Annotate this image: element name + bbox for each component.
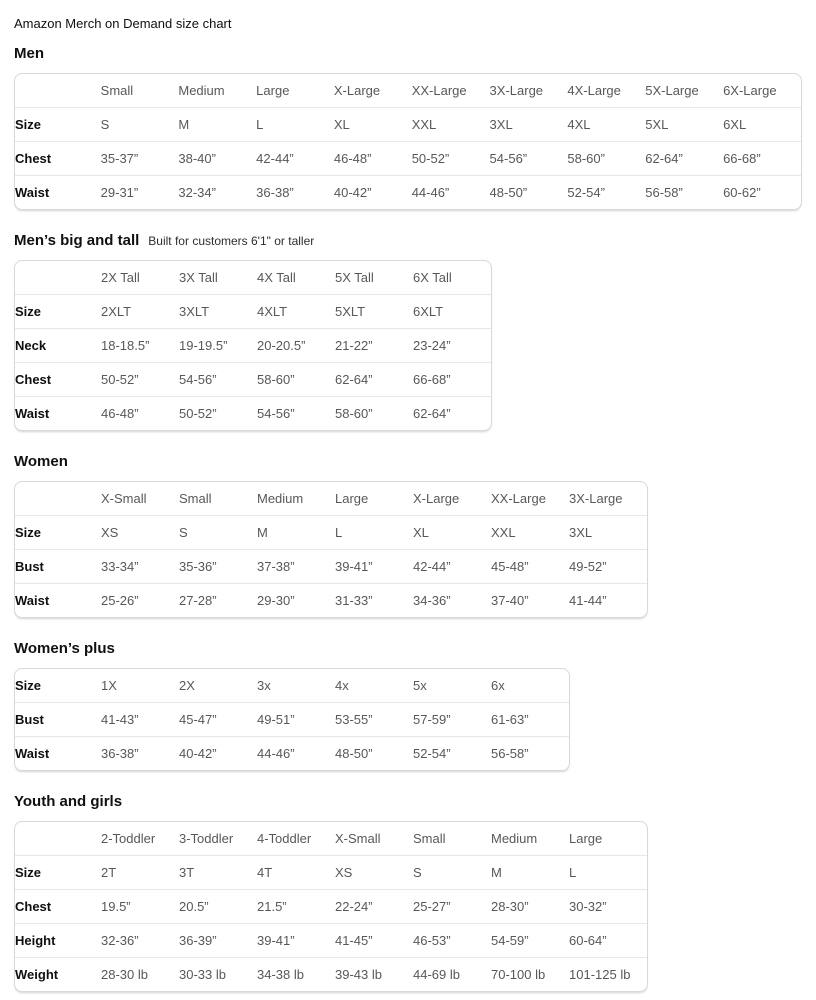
size-cell: 6XL <box>723 107 801 141</box>
size-cell: 19-19.5” <box>179 328 257 362</box>
size-cell: 3XL <box>569 515 647 549</box>
column-header: 6X-Large <box>723 83 777 98</box>
table-row <box>15 396 491 430</box>
table-row <box>15 515 647 549</box>
row-label: Waist <box>15 736 101 770</box>
size-cell: 35-37” <box>101 141 179 175</box>
column-header: X-Small <box>335 831 381 846</box>
size-cell: 49-51” <box>257 702 335 736</box>
size-cell: XXL <box>412 107 490 141</box>
size-cell: 62-64” <box>645 141 723 175</box>
column-header: Small <box>179 491 212 506</box>
column-header: Small <box>413 831 446 846</box>
size-cell: 36-38” <box>256 175 334 209</box>
size-cell: XS <box>335 855 413 889</box>
size-cell: 37-38” <box>257 549 335 583</box>
row-label: Chest <box>15 889 101 923</box>
size-table-womens-plus <box>14 668 570 771</box>
size-cell: 40-42” <box>179 736 257 770</box>
size-cell: 18-18.5” <box>101 328 179 362</box>
column-header: 4X Tall <box>257 270 296 285</box>
size-cell: 23-24” <box>413 328 491 362</box>
size-cell: 4x <box>335 678 349 693</box>
size-cell: 52-54” <box>413 736 491 770</box>
column-header: 6X Tall <box>413 270 452 285</box>
size-cell: 53-55” <box>335 702 413 736</box>
section-men <box>14 45 802 210</box>
section-women <box>14 453 802 618</box>
size-cell: 40-42” <box>334 175 412 209</box>
table-header-row <box>15 822 647 855</box>
column-header: Medium <box>257 491 304 506</box>
size-cell: 2XLT <box>101 294 179 328</box>
table-row <box>15 175 801 209</box>
size-cell: 61-63” <box>491 702 569 736</box>
column-header: XX-Large <box>491 491 546 506</box>
table-row <box>15 889 647 923</box>
size-cell: 29-31” <box>101 175 179 209</box>
size-cell: 28-30 lb <box>101 957 179 991</box>
table-row <box>15 362 491 396</box>
row-label: Neck <box>15 328 101 362</box>
section-womens-plus <box>14 640 802 771</box>
section-heading-women: Women <box>14 453 68 470</box>
size-cell: 5x <box>413 678 427 693</box>
column-header: XX-Large <box>411 83 467 98</box>
size-cell: 34-36” <box>413 583 491 617</box>
size-cell: 2T <box>101 855 179 889</box>
size-cell: 50-52” <box>179 396 257 430</box>
size-cell: 46-48” <box>334 141 412 175</box>
table-header-row <box>15 482 647 515</box>
column-header: 4X-Large <box>567 83 621 98</box>
size-cell: 30-33 lb <box>179 957 257 991</box>
size-cell: 35-36” <box>179 549 257 583</box>
row-label: Bust <box>15 549 101 583</box>
section-heading-row <box>14 640 802 658</box>
size-cell: 30-32” <box>569 889 647 923</box>
size-cell: S <box>413 855 491 889</box>
size-cell: 22-24” <box>335 889 413 923</box>
size-cell: 50-52” <box>412 141 490 175</box>
corner-cell <box>15 822 101 855</box>
size-cell: L <box>335 515 413 549</box>
table-row <box>15 583 647 617</box>
section-heading-mens-big-and-tall: Men’s big and tall <box>14 232 140 249</box>
size-cell: 1X <box>101 678 117 693</box>
column-header: Medium <box>178 83 225 98</box>
size-cell: 28-30” <box>491 889 569 923</box>
size-cell: 25-27” <box>413 889 491 923</box>
size-cell: 3T <box>179 855 257 889</box>
table-header-row <box>15 74 801 107</box>
section-heading-row <box>14 453 802 471</box>
size-cell: 36-38” <box>101 736 179 770</box>
row-label: Height <box>15 923 101 957</box>
row-label: Size <box>15 855 101 889</box>
size-cell: 101-125 lb <box>569 957 647 991</box>
size-cell: 45-47” <box>179 702 257 736</box>
table-row <box>15 107 801 141</box>
size-cell: S <box>179 515 257 549</box>
size-cell: 5XLT <box>335 294 413 328</box>
section-heading-womens-plus: Women’s plus <box>14 640 115 657</box>
row-label: Size <box>15 294 101 328</box>
size-cell: 58-60” <box>335 396 413 430</box>
row-label: Bust <box>15 702 101 736</box>
size-cell: M <box>257 515 335 549</box>
table-row <box>15 141 801 175</box>
size-table-men <box>14 73 802 210</box>
size-cell: 19.5” <box>101 889 179 923</box>
size-cell: L <box>256 107 334 141</box>
row-label: Waist <box>15 583 101 617</box>
size-cell: XS <box>101 515 179 549</box>
size-cell: 52-54” <box>567 175 645 209</box>
size-cell: 44-69 lb <box>413 957 491 991</box>
size-cell: 54-56” <box>179 362 257 396</box>
size-cell: 4XL <box>567 107 645 141</box>
size-cell: 56-58” <box>491 736 569 770</box>
size-cell: M <box>491 855 569 889</box>
table-row <box>15 669 569 702</box>
size-cell: 41-45” <box>335 923 413 957</box>
size-cell: 41-44” <box>569 583 647 617</box>
column-header: X-Large <box>333 83 381 98</box>
size-cell: 60-62” <box>723 175 801 209</box>
page-title: Amazon Merch on Demand size chart <box>14 16 232 31</box>
size-cell: 56-58” <box>645 175 723 209</box>
size-cell: 6x <box>491 678 505 693</box>
section-heading-men: Men <box>14 45 44 62</box>
size-cell: 44-46” <box>257 736 335 770</box>
size-cell: 38-40” <box>178 141 256 175</box>
table-row <box>15 328 491 362</box>
size-cell: 48-50” <box>335 736 413 770</box>
size-cell: 57-59” <box>413 702 491 736</box>
size-cell: 3x <box>257 678 271 693</box>
row-label: Chest <box>15 362 101 396</box>
column-header: Medium <box>491 831 538 846</box>
column-header: 3X-Large <box>569 491 623 506</box>
size-cell: 4T <box>257 855 335 889</box>
corner-cell <box>15 74 101 107</box>
size-cell: 42-44” <box>256 141 334 175</box>
size-cell: 58-60” <box>257 362 335 396</box>
table-row <box>15 923 647 957</box>
size-cell: 20.5” <box>179 889 257 923</box>
size-table-youth-and-girls <box>14 821 648 992</box>
row-label: Weight <box>15 957 101 991</box>
size-cell: 6XLT <box>413 294 491 328</box>
table-header-row <box>15 261 491 294</box>
size-cell: 62-64” <box>413 396 491 430</box>
size-cell: 21.5” <box>257 889 335 923</box>
size-cell: 25-26” <box>101 583 179 617</box>
column-header: Large <box>569 831 603 846</box>
size-cell: 29-30” <box>257 583 335 617</box>
row-label: Chest <box>15 141 101 175</box>
column-header: 5X Tall <box>335 270 374 285</box>
column-header: 4-Toddler <box>257 831 312 846</box>
table-row <box>15 702 569 736</box>
size-cell: 39-41” <box>257 923 335 957</box>
section-heading-row <box>14 232 802 250</box>
size-cell: 49-52” <box>569 549 647 583</box>
column-header: 2X Tall <box>101 270 140 285</box>
section-youth-and-girls <box>14 793 802 992</box>
size-cell: 4XLT <box>257 294 335 328</box>
size-cell: 45-48” <box>491 549 569 583</box>
column-header: X-Large <box>413 491 460 506</box>
size-cell: 21-22” <box>335 328 413 362</box>
size-cell: 3XL <box>490 107 568 141</box>
size-cell: 46-48” <box>101 396 179 430</box>
size-cell: 46-53” <box>413 923 491 957</box>
size-cell: 2X <box>179 678 195 693</box>
size-cell: 48-50” <box>490 175 568 209</box>
section-heading-row <box>14 793 802 811</box>
row-label: Size <box>15 678 42 693</box>
corner-cell <box>15 482 101 515</box>
size-cell: 58-60” <box>567 141 645 175</box>
table-row <box>15 549 647 583</box>
size-cell: XL <box>334 107 412 141</box>
row-label: Size <box>15 515 101 549</box>
size-cell: S <box>101 107 179 141</box>
size-cell: 54-56” <box>490 141 568 175</box>
corner-cell <box>15 261 101 294</box>
size-cell: 42-44” <box>413 549 491 583</box>
sections <box>14 45 802 992</box>
size-cell: 32-34” <box>178 175 256 209</box>
size-table-women <box>14 481 648 618</box>
size-cell: 50-52” <box>101 362 179 396</box>
size-cell: 70-100 lb <box>491 957 569 991</box>
section-heading-row <box>14 45 802 63</box>
table-row <box>15 736 569 770</box>
size-table-mens-big-and-tall <box>14 260 492 431</box>
column-header: Small <box>100 83 134 98</box>
size-cell: 54-56” <box>257 396 335 430</box>
column-header: 3X Tall <box>179 270 218 285</box>
size-cell: 39-41” <box>335 549 413 583</box>
size-cell: 66-68” <box>723 141 801 175</box>
size-cell: 5XL <box>645 107 723 141</box>
size-cell: 20-20.5” <box>257 328 335 362</box>
size-cell: 62-64” <box>335 362 413 396</box>
row-label: Waist <box>15 396 101 430</box>
column-header: 3-Toddler <box>179 831 234 846</box>
section-mens-big-and-tall <box>14 232 802 431</box>
size-cell: 54-59” <box>491 923 569 957</box>
section-subtitle: Built for customers 6'1" or taller <box>148 234 315 248</box>
section-heading-youth-and-girls: Youth and girls <box>14 793 123 810</box>
column-header: Large <box>256 83 290 98</box>
size-cell: 36-39” <box>179 923 257 957</box>
table-row <box>15 294 491 328</box>
size-cell: 27-28” <box>179 583 257 617</box>
size-cell: 3XLT <box>179 294 257 328</box>
size-cell: XXL <box>491 515 569 549</box>
size-cell: 32-36” <box>101 923 179 957</box>
table-row <box>15 957 647 991</box>
size-cell: L <box>569 855 647 889</box>
size-cell: 39-43 lb <box>335 957 413 991</box>
size-cell: 66-68” <box>413 362 491 396</box>
row-label: Waist <box>15 175 101 209</box>
size-cell: 31-33” <box>335 583 413 617</box>
row-label: Size <box>15 107 101 141</box>
size-cell: M <box>178 107 256 141</box>
table-row <box>15 855 647 889</box>
column-header: 3X-Large <box>489 83 544 98</box>
column-header: X-Small <box>101 491 147 506</box>
column-header: 2-Toddler <box>101 831 156 846</box>
size-cell: 34-38 lb <box>257 957 335 991</box>
size-cell: 44-46” <box>412 175 490 209</box>
size-cell: 41-43” <box>101 702 179 736</box>
size-cell: 33-34” <box>101 549 179 583</box>
size-cell: 60-64” <box>569 923 647 957</box>
column-header: Large <box>335 491 369 506</box>
size-cell: XL <box>413 515 491 549</box>
size-cell: 37-40” <box>491 583 569 617</box>
column-header: 5X-Large <box>645 83 699 98</box>
